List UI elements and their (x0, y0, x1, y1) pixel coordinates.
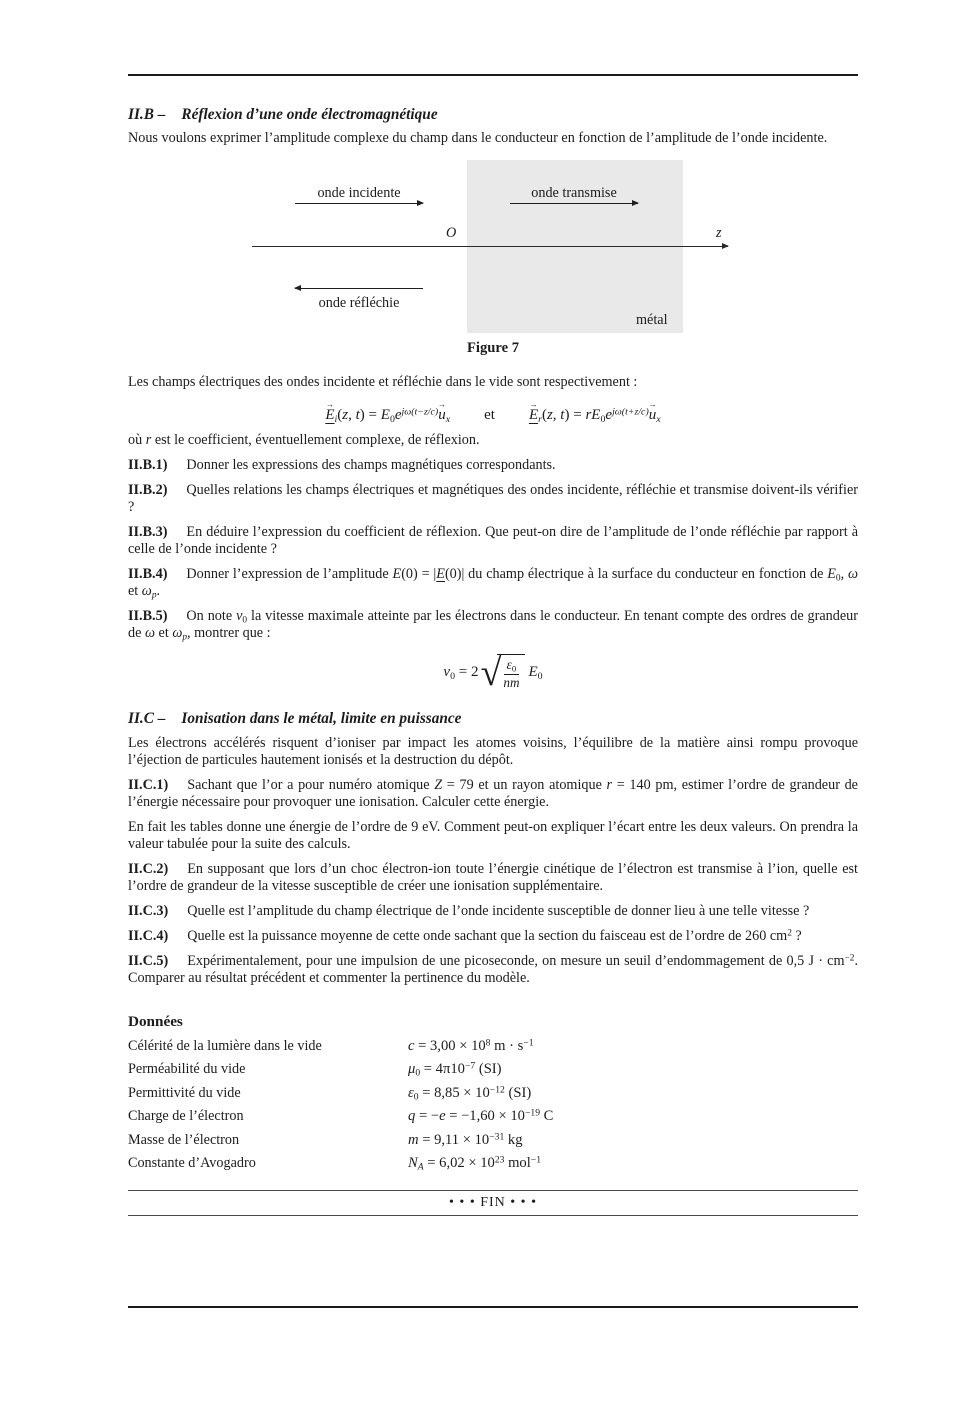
question-text: Quelle est l’amplitude du champ électrique de l’onde incidente susceptible de donner lieu à une telle vitesse ? (187, 902, 810, 919)
table-row (128, 1129, 858, 1153)
radicand (497, 654, 525, 691)
section-c-intro: Les électrons accélérés risquent d’ioniser par impact les atomes voisins, l’équilibre de la matière ainsi rompu provoque l’éjection de particules hautement ionisés et la destruction du dépôt. (128, 734, 858, 768)
figure-caption: Figure 7 (466, 340, 520, 356)
question-number: II.B.5) (128, 607, 168, 624)
data-table (128, 1035, 858, 1176)
data-label: Charge de l’électron (128, 1108, 244, 1125)
reflected-wave-arrow (295, 288, 423, 289)
v0-equation-lhs: $v_0 = 2$ (443, 664, 479, 683)
metal-label: métal (636, 312, 668, 328)
square-root (480, 651, 525, 694)
data-label: Célérité de la lumière dans le vide (128, 1037, 322, 1054)
section-number: II.B – (128, 106, 166, 123)
section-heading-iic (128, 710, 858, 728)
fraction-numerator: $\varepsilon_0$ (504, 658, 520, 675)
page-content (128, 0, 858, 1308)
question-number: II.C.1) (128, 776, 169, 793)
z-axis (252, 246, 728, 247)
question-number: II.C.5) (128, 952, 169, 969)
section-number: II.C – (128, 709, 166, 727)
question-text: Donner l’expression de l’amplitude E(0) = |E(0)| du champ électrique à la surface du conducteur en fonction de $E_0$, ω et $\omega_p$. (128, 565, 859, 601)
table-row (128, 1058, 858, 1082)
fraction (503, 658, 519, 691)
incident-field-equation: → $E_i(z$, $t) = E_0e^{j\omega(t-z/c)}\to u_x$ (325, 406, 450, 425)
figure-7 (128, 160, 858, 358)
table-row (128, 1035, 858, 1059)
v0-equation-rhs: $E_0$ (528, 664, 543, 683)
equation-separator: et (484, 407, 495, 423)
data-section-title: Données (128, 1012, 183, 1030)
data-label: Perméabilité du vide (128, 1061, 246, 1078)
v0-equation (128, 650, 858, 696)
data-label: Masse de l’électron (128, 1131, 240, 1148)
section-heading-iib (128, 106, 858, 124)
question-iic4 (128, 928, 858, 945)
reflection-coefficient-note: où r est le coefficient, éventuellement complexe, de réflexion. (128, 431, 480, 448)
fraction-denominator: nm (503, 675, 520, 691)
question-text: On note $v_0$ la vitesse maximale atteinte par les électrons dans le conducteur. En tenant compte des ordres de grandeur de ω et $\omega_p$, montrer que : (128, 607, 858, 643)
table-row (128, 1105, 858, 1129)
question-number: II.B.2) (128, 481, 168, 498)
header-rule (128, 74, 858, 76)
question-text: Sachant que l’or a pour numéro atomique Z = 79 et un rayon atomique r = 140 pm, estimer l’ordre de grandeur de l’énergie nécessaire pour provoquer une ionisation. Calculer cette énergie. (128, 776, 858, 810)
question-iib1 (128, 457, 858, 474)
radical-sign: √ (480, 651, 502, 694)
question-number: II.C.4) (128, 927, 169, 944)
footer-rule (128, 1306, 858, 1308)
question-iib2 (128, 482, 858, 516)
incident-wave-label: onde incidente (317, 185, 401, 201)
question-text: Expérimentalement, pour une impulsion de une picoseconde, on mesure un seuil d’endommagement de 0,5 $J \cdot cm^{-2}$. Comparer au résultat précédent et commenter la pertinence du modèle. (128, 952, 858, 986)
reflected-wave-label: onde réfléchie (318, 295, 400, 311)
question-number: II.B.4) (128, 565, 168, 582)
incident-wave-arrow (295, 203, 423, 204)
question-text: Donner les expressions des champs magnétiques correspondants. (186, 456, 556, 473)
section-b-intro: Nous voulons exprimer l’amplitude complexe du champ dans le conducteur en fonction de l’amplitude de l’onde incidente. (128, 130, 828, 146)
data-value: $q = -e = -1,60 \times 10^{-19}$ C (408, 1107, 554, 1125)
origin-label: O (446, 225, 457, 241)
data-value: $N_A = 6,02 \times 10^{23}$ mol$^{-1}$ (408, 1154, 542, 1173)
field-equations (128, 400, 858, 425)
question-text: En supposant que lors d’un choc électron-ion toute l’énergie cinétique de l’électron est transmise à l’ion, quelle est l’ordre de grandeur de la vitesse susceptible de créer une ionisation supplémentaire. (128, 860, 858, 894)
question-text: Quelle est la puissance moyenne de cette onde sachant que la section du faisceau est de l’ordre de 260 $cm^2$ ? (187, 927, 802, 944)
question-number: II.C.2) (128, 860, 169, 877)
question-iib3 (128, 524, 858, 558)
question-iic3 (128, 903, 858, 920)
end-banner: • • • FIN • • • (128, 1190, 858, 1216)
question-number: II.C.3) (128, 902, 169, 919)
table-row (128, 1152, 858, 1176)
question-text: Quelles relations les champs électriques et magnétiques des ondes incidente, réfléchie et transmise doivent-ils vérifier ? (128, 481, 858, 515)
transmitted-wave-label: onde transmise (531, 185, 617, 201)
data-value: $\mu_0 = 4\pi 10^{-7}$ (SI) (408, 1060, 502, 1079)
data-value: $\varepsilon_0 = 8,85 \times 10^{-12}$ (SI) (408, 1084, 532, 1103)
section-title: Ionisation dans le métal, limite en puissance (181, 709, 462, 727)
section-title: Réflexion d’une onde électromagnétique (181, 106, 438, 123)
z-axis-label: z (716, 225, 722, 241)
question-text: En déduire l’expression du coefficient de réflexion. Que peut-on dire de l’amplitude de l’onde réfléchie par rapport à celle de l’onde incidente ? (128, 523, 858, 557)
table-row (128, 1082, 858, 1106)
question-iib4 (128, 566, 858, 600)
data-label: Constante d’Avogadro (128, 1155, 256, 1172)
tables-note: En fait les tables donne une énergie de l’ordre de 9 eV. Comment peut-on expliquer l’écart entre les deux valeurs. On prendra la valeur tabulée pour la suite des calculs. (128, 818, 858, 852)
data-label: Permittivité du vide (128, 1084, 241, 1101)
data-value: $c = 3,00 \times 10^8$ $m \cdot s^{-1}$ (408, 1037, 534, 1054)
question-iic5 (128, 953, 858, 987)
question-iib5 (128, 608, 858, 642)
question-iic1 (128, 777, 858, 811)
question-iic2 (128, 861, 858, 895)
question-number: II.B.3) (128, 523, 168, 540)
question-number: II.B.1) (128, 456, 168, 473)
reflected-field-equation: → $E_r(z$, $t) = rE_0e^{j\omega(t+z/c)}\to u_x$ (529, 406, 661, 425)
transmitted-wave-arrow (510, 203, 638, 204)
fields-intro: Les champs électriques des ondes incidente et réfléchie dans le vide sont respectivement : (128, 374, 638, 390)
data-value: $m = 9,11 \times 10^{-31}$ kg (408, 1131, 523, 1148)
